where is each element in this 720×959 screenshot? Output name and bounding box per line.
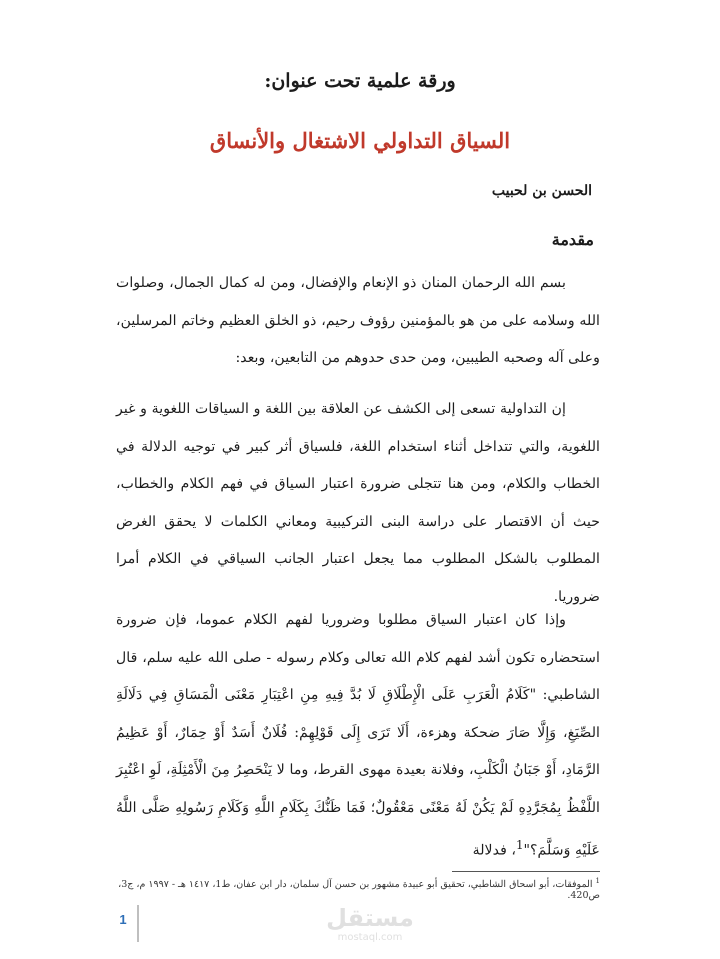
- footnote-reference[interactable]: 1: [515, 838, 524, 852]
- section-heading: مقدمة: [551, 230, 594, 249]
- footnote-number: 1: [595, 877, 600, 885]
- paragraph-context-quote: [116, 602, 600, 870]
- mostaql-watermark: [315, 904, 425, 944]
- paper-subtitle: السياق التداولي الاشتغال والأنساق: [209, 128, 511, 153]
- paragraph-tail: ، فدلالة: [472, 842, 516, 859]
- watermark-brand: مستقل: [326, 904, 414, 932]
- watermark-url: mostaql.com: [337, 932, 403, 943]
- page-number: 1: [119, 912, 127, 927]
- paragraph-context-quote-text: وإذا كان اعتبار السياق مطلوبا وضروريا لفهم الكلام عموما، فإن ضرورة استحضاره تكون أشد لفهم كلام الله تعالى وكلام رسوله - صلى الله عليه سلم، قال الشاطبي: "كَلَامُ الْعَرَبِ عَلَى الْإِطْلَاقِ لَا بُدَّ فِيهِ مِنِ اعْتِبَارِ مَعْنَى الْمَسَاقِ فِي دَلَالَةِ الصِّيَغِ، وَإِلَّا صَارَ ضحكة وهزءة، أَلَا تَرَى إِلَى قَوْلِهِمْ: فُلَانٌ أَسَدٌ أَوْ حِمَارٌ، أَوْ عَظِيمُ الرَّمَادِ، أَوْ جَبَانُ الْكَلْبِ، وفلانة بعيدة مهوى القرط، وما لا يَنْحَصِرُ مِنَ الْأَمْثِلَةِ، لَوِ اعْتُبِرَ اللَّفْظُ بِمُجَرَّدِهِ لَمْ يَكُنْ لَهُ مَعْنًى مَعْقُولٌ؛ فَمَا ظَنُّكَ بِكَلَامِ اللَّهِ وَكَلَامِ رَسُولِهِ صَلَّى اللَّهُ عَلَيْهِ وَسَلَّمَ؟": [116, 612, 600, 859]
- footnote-text: الموفقات، أبو اسحاق الشاطبي، تحقيق أبو عبيدة مشهور بن حسن آل سلمان، دار ابن عفان، ط1، ١٤١٧ هـ - ١٩٩٧ م، ج3، ص420.: [118, 879, 600, 902]
- footnote-divider: [452, 871, 600, 872]
- paper-title-label: ورقة علمية تحت عنوان:: [264, 70, 456, 92]
- footnote: [116, 877, 600, 901]
- page-number-divider: [137, 905, 139, 942]
- paragraph-pragmatics: إن التداولية تسعى إلى الكشف عن العلاقة بين اللغة و السياقات اللغوية و غير اللغوية، والتي تتداخل أثناء استخدام اللغة، فلسياق أثر كبير في توجيه الدلالة في الخطاب والكلام، ومن هنا تتجلى ضرورة اعتبار السياق في فهم الكلام والخطاب، حيث أن الاقتصار على دراسة البنى التركيبية ومعاني الكلمات لا يحقق الغرض المطلوب بالشكل المطلوب مما يجعل اعتبار الجانب السياقي في الكلام أمرا ضروريا.: [116, 401, 600, 605]
- paragraph-intro: بسم الله الرحمان المنان ذو الإنعام والإفضال، ومن له كمال الجمال، وصلوات الله وسلامه على من هو بالمؤمنين رؤوف رحيم، ذو الخلق العظيم وخاتم المرسلين، وعلى آله وصحبه الطيبين، ومن حدى حدوهم من التابعين، وبعد:: [116, 275, 600, 366]
- author-name: الحسن بن لحبيب: [491, 183, 592, 199]
